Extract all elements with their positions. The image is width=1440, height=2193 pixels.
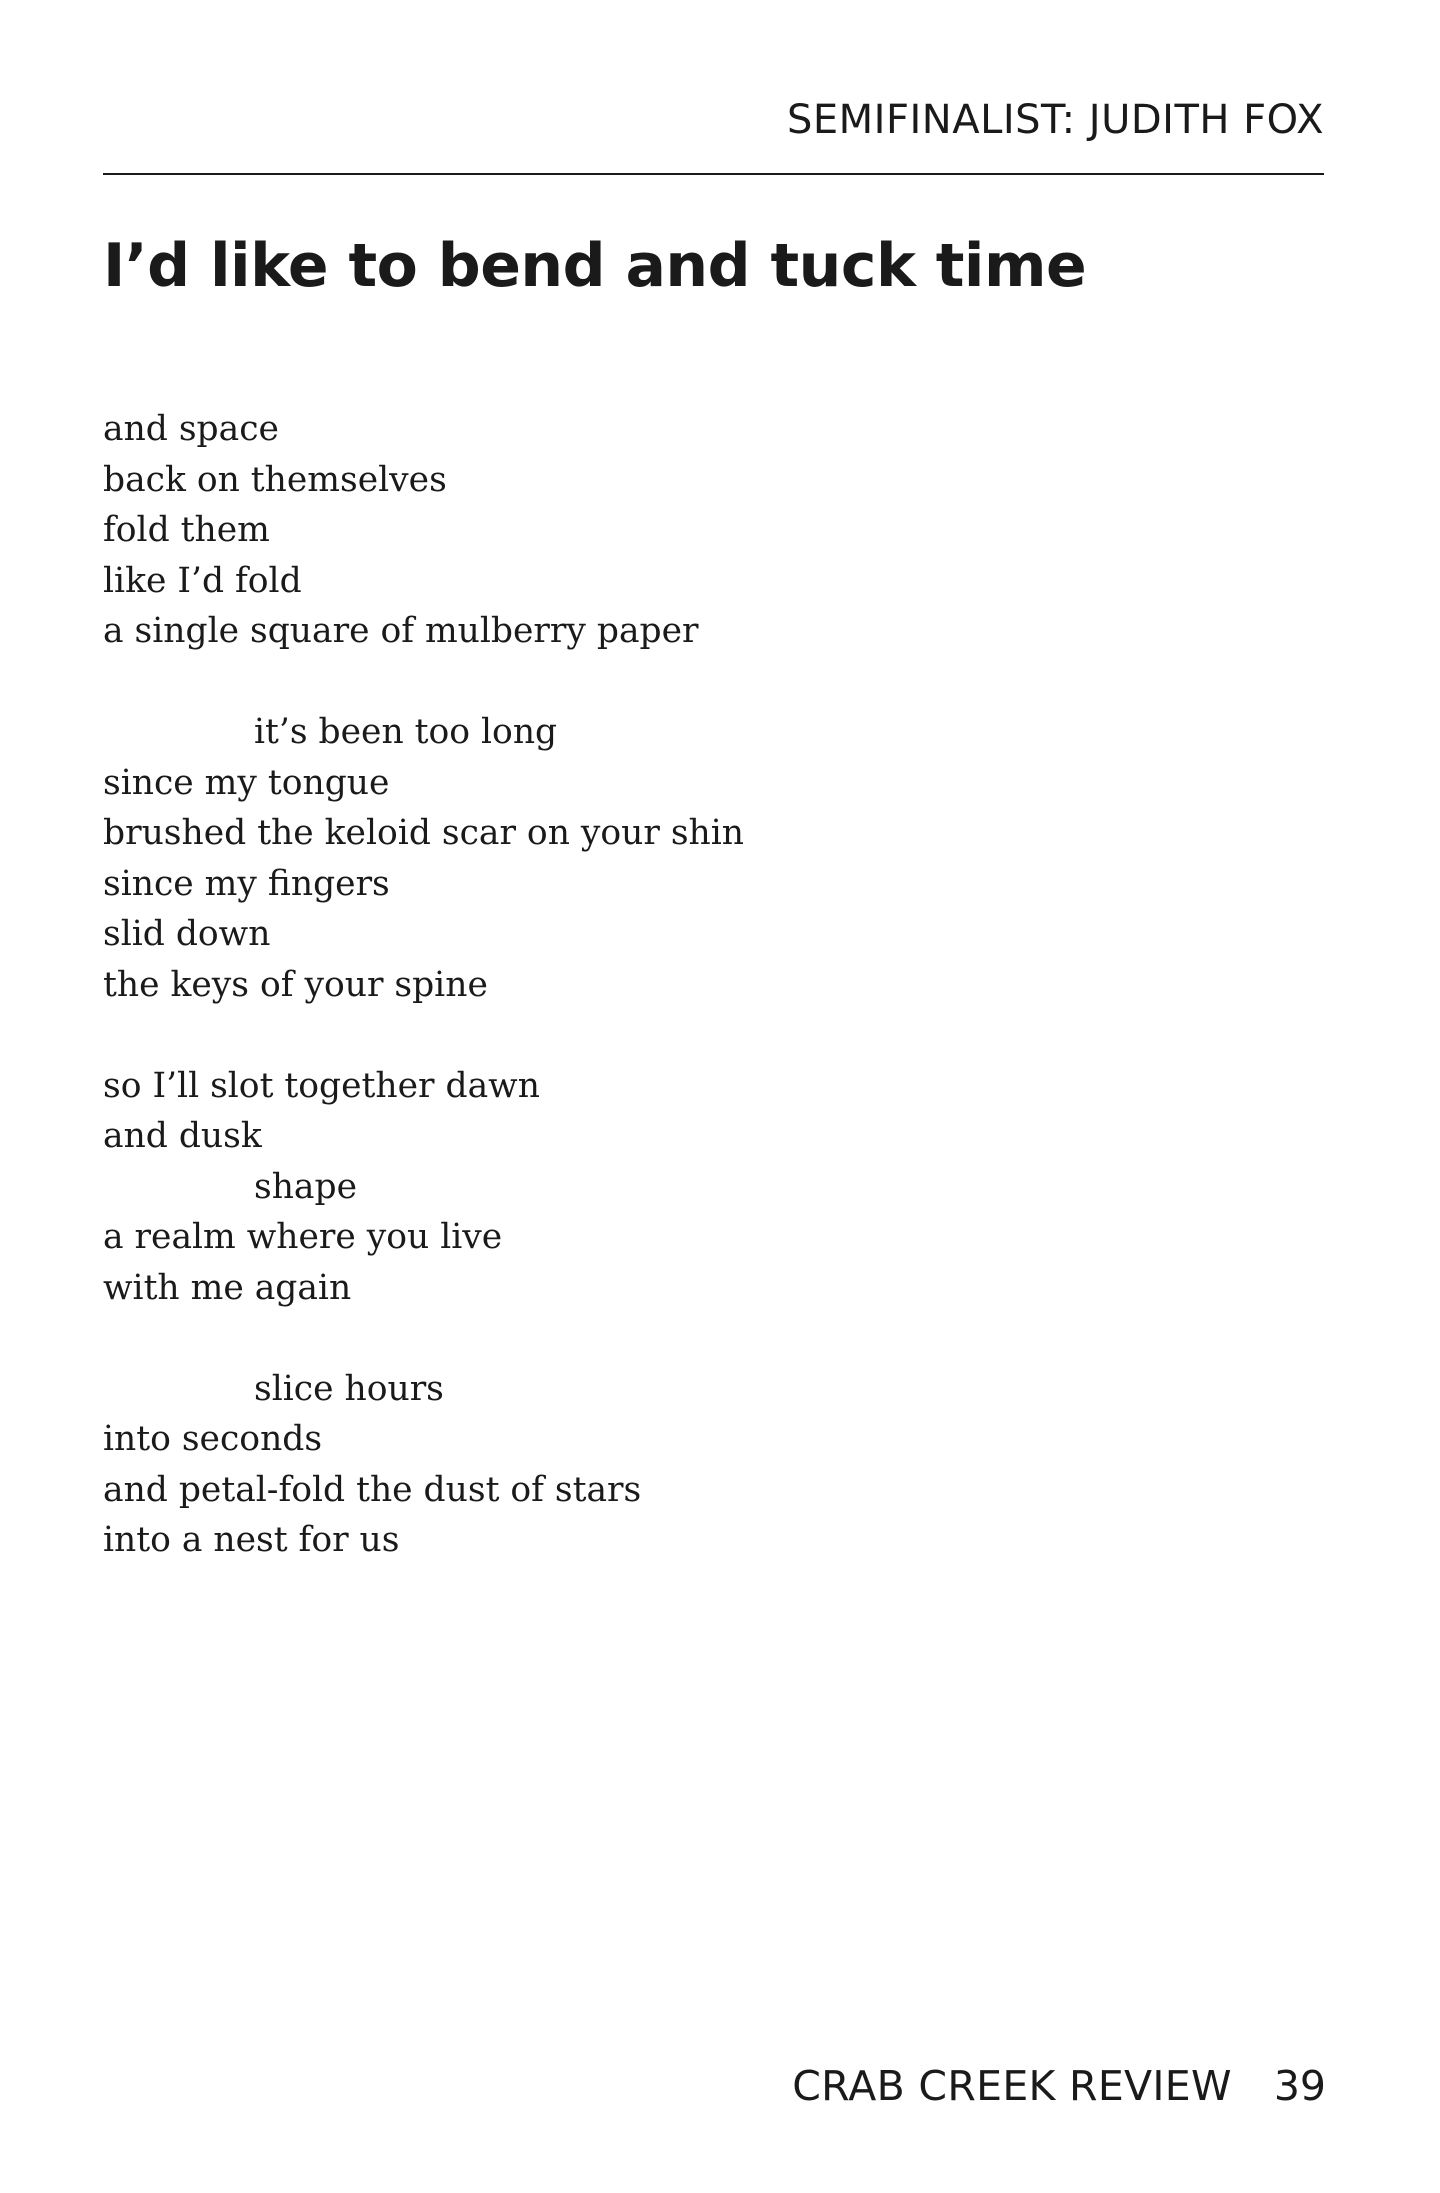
poem-line: fold them	[103, 510, 270, 550]
poem-line: and petal-fold the dust of stars	[103, 1469, 642, 1510]
page-number: 39	[1273, 2062, 1326, 2110]
poem-line: a single square of mulberry paper	[103, 611, 699, 651]
poem-title: I’d like to bend and tuck time	[103, 231, 1087, 301]
poem-line: and space	[103, 409, 279, 449]
stanza	[103, 707, 744, 1010]
poem-line: back on themselves	[103, 459, 447, 500]
page-footer	[792, 2062, 1326, 2110]
poem-line: into seconds	[103, 1419, 323, 1459]
poem-line: slid down	[103, 914, 271, 954]
poem-line: shape	[254, 1166, 357, 1207]
poem-line: brushed the keloid scar on your shin	[103, 813, 744, 853]
poem-line: since my fingers	[103, 863, 390, 904]
poem-line: and dusk	[103, 1116, 262, 1156]
stanza	[103, 1364, 744, 1566]
running-head: SEMIFINALIST: JUDITH FOX	[787, 97, 1324, 143]
poem-line: into a nest for us	[103, 1520, 400, 1560]
stanza	[103, 1061, 744, 1314]
footer-journal-name: CRAB CREEK REVIEW	[792, 2062, 1232, 2110]
poem-line: a realm where you live	[103, 1217, 503, 1257]
header-rule	[103, 173, 1324, 175]
poem-line: like I’d fold	[103, 560, 302, 601]
poem-line: slice hours	[254, 1368, 444, 1409]
poem-line: it’s been too long	[254, 712, 558, 752]
poem-line: the keys of your spine	[103, 964, 488, 1005]
poem-line: with me again	[103, 1267, 352, 1308]
stanza	[103, 404, 744, 657]
poem-body	[103, 404, 744, 1616]
poem-line: since my tongue	[103, 762, 390, 803]
poem-line: so I’ll slot together dawn	[103, 1065, 540, 1106]
